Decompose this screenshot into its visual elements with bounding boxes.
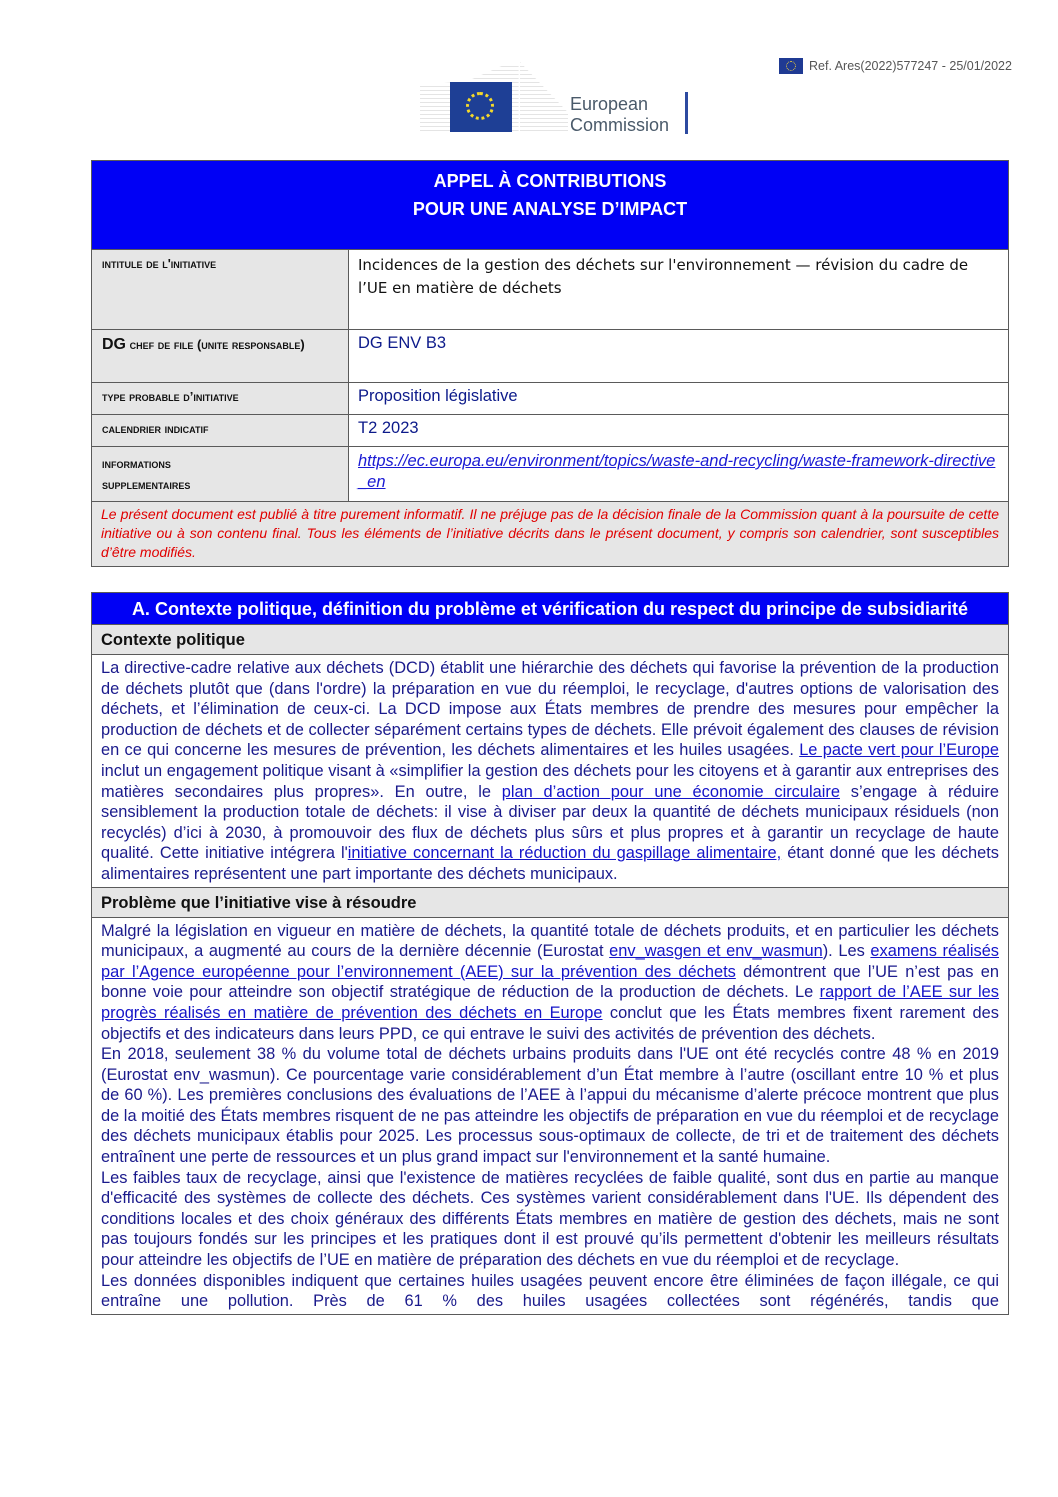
contexte-paragraph [101,658,999,885]
text-span: ). Les [822,942,871,961]
row-initiative-title [92,250,1009,330]
row-timeline [92,415,1009,447]
text-span: conclut que les États membres fixent rarement des objectifs et des indicateurs dans leurs PPD, ce qui entrave le suivi des activités de prévention des déchets. [101,1003,999,1043]
text-span: La directive-cadre relative aux déchets (DCD) établit une hiérarchie des déchets qui favorise la prévention de la production de déchets plutôt que (dans l'ordre) la préparation en vue du réemploi, le recyclage, d'autres options de valorisation des déchets, et l’élimination de ceux-ci. La DCD impose aux États membres de prendre des mesures pour empêcher la production de déchets et de collecter séparément certains types de déchets. Elle prévoit également des clauses de révision en ce qui concerne les mesures de prévention, les déchets alimentaires et les huiles usagées. [101,659,999,760]
probleme-paragraph-3: Les faibles taux de recyclage, ainsi que l'existence de matières recyclées de faible qualité, sont dus en partie au manque d'efficacité des systèmes de collecte des déchets. Ces systèmes varient considérablement dans l'UE. Ils dépendent des conditions locales et des choix généraux des différents États membres en matière de gestion des déchets, mais ne sont pas toujours fondés sur les principes et les pratiques dont il est prouvé qu’ils permettent d'obtenir les meilleurs résultats pour atteindre les objectifs de l’UE en matière de préparation des déchets en vue du réemploi et de recyclage. [101,1168,999,1270]
text-span: inclut un engagement politique visant à «simplifier la gestion des déchets pour les citoyens et à garantir aux entreprises des matières secondaires plus propres». En outre, le [101,761,999,801]
label-text: informations supplementaires [102,456,191,492]
label-initiative-title [92,250,349,330]
disclaimer-text: Le présent document est publié à titre purement informatif. Il ne préjuge pas de la décision finale de la Commission quant à la poursuite de cette initiative ou à son contenu final. Tous les éléments de l’initiative décrits dans le présent document, y compris son calendrier, sont susceptibles d’être modifiés. [92,502,1009,567]
section-a-table [91,592,1009,1315]
probleme-heading: Problème que l’initiative vise à résoudre [92,887,1009,917]
probleme-paragraph-2: En 2018, seulement 38 % du volume total de déchets urbains produits dans l'UE ont été recyclés contre 48 % en 2019 (Eurostat env_wasmun). Ce pourcentage varie considérablement d’un État membre à l’autre (oscillant entre 10 % et plus de 60 %). Les premières conclusions des évaluations de l’AEE à l’appui du mécanisme d’alerte précoce montrent que plus de la moitié des États membres risquent de ne pas atteindre les objectifs de préparation en vue du réemploi et de recyclage des déchets municipaux établis pour 2025. Les processus sous-optimaux de collecte, de tri et de traitement des déchets entraînent une perte de ressources et un plus grand impact sur l'environnement et la santé humaine. [101,1045,999,1167]
text-span: étant donné que les déchets alimentaires représentent une part importante des déchets municipaux. [101,844,1000,883]
link-aee-examens[interactable]: examens réalisés par l’Agence européenne pour l’environnement (AEE) sur la prévention des déchets [101,942,999,981]
label-dg: DG [102,336,126,353]
label-text: intitule de l'initiative [102,256,217,271]
text-span: démontrent que l’UE n’est pas en bonne voie pour atteindre son objectif stratégique de réduction de la production de déchets. Le [101,962,999,1002]
label-text: chef de file (unite responsable) [129,337,305,352]
info-link[interactable]: https://ec.europa.eu/environment/topics/waste-and-recycling/waste-framework-directive_en [358,452,996,491]
link-pacte-vert[interactable]: Le pacte vert pour l’Europe [799,741,999,760]
logo-divider [685,92,688,134]
berlaymont-wing-icon [520,62,568,134]
initiative-summary-table [91,160,1009,567]
label-initiative-type: type probable d’initiative [92,383,349,415]
value-initiative-type: Proposition législative [349,383,1009,415]
link-gaspillage-alimentaire[interactable]: initiative concernant la réduction du gaspillage alimentaire, [347,844,782,863]
logo-line-2: Commission [570,115,670,135]
probleme-paragraph-1 [101,921,999,1045]
link-aee-rapport[interactable]: rapport de l’AEE sur les progrès réalisés en matière de prévention des déchets en Europe [101,983,999,1022]
european-commission-logo [420,62,690,138]
eu-flag-icon [779,58,803,74]
title-line-2: POUR UNE ANALYSE D’IMPACT [412,199,688,219]
reference-stamp [779,58,1012,74]
row-additional-info [92,447,1009,502]
logo-text [570,94,669,136]
section-a-title: A. Contexte politique, définition du problème et vérification du respect du principe de subsidiarité [92,593,1009,625]
row-initiative-type [92,383,1009,415]
link-plan-action-economie-circulaire[interactable]: plan d’action pour une économie circulaire [501,782,840,801]
contexte-body [92,655,1009,888]
text-span: Malgré la législation en vigueur en matière de déchets, la quantité totale de déchets produits, et en particulier les déchets municipaux, a augmenté au cours de la dernière décennie (Eurostat [101,921,999,961]
title-line-1: APPEL À CONTRIBUTIONS [433,171,667,191]
eu-flag-icon [450,82,512,132]
logo-line-1: European [570,94,649,114]
probleme-body [92,917,1009,1314]
label-lead-dg [92,330,349,383]
document-title [92,161,1009,250]
link-eurostat-env-wasgen[interactable]: env_wasgen et env_wasmun [609,942,823,961]
probleme-paragraph-4: Les données disponibles indiquent que certaines huiles usagées peuvent encore être éliminées de façon illégale, ce qui entraîne une pollution. Près de 61 % des huiles usagées collectées sont régénérés, tandis que [101,1271,999,1311]
text-span: s’engage à réduire sensiblement la production totale de déchets: il vise à diviser par deux la quantité de déchets municipaux résiduels (non recyclés) d’ici à 2030, à promouvoir des flux de déchets plus sûrs et plus propres et à garantir un recyclage de haute qualité. Cette initiative intégrera l' [101,782,999,863]
value-lead-dg: DG ENV B3 [349,330,1009,383]
value-timeline: T2 2023 [349,415,1009,447]
reference-text: Ref. Ares(2022)577247 - 25/01/2022 [809,59,1012,73]
contexte-heading: Contexte politique [92,625,1009,655]
label-timeline: calendrier indicatif [92,415,349,447]
label-additional-info [92,447,349,502]
row-lead-dg [92,330,1009,383]
value-initiative-title: Incidences de la gestion des déchets sur l'environnement — révision du cadre de l’UE en matière de déchets [349,250,1009,330]
value-additional-info [349,447,1009,502]
